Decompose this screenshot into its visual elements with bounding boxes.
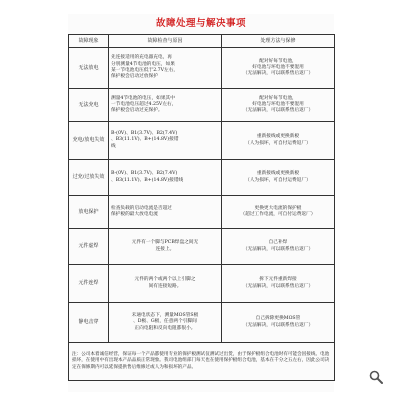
cause-line: 线 <box>111 143 116 149</box>
note-row <box>69 343 335 381</box>
document-sheet <box>68 14 334 392</box>
method-cell <box>222 160 335 196</box>
zoom-icon[interactable] <box>369 369 383 383</box>
cause-line: B-(0V)、B1(3.7V)、B2(7.4V) <box>111 131 178 137</box>
cause-cell <box>109 229 222 265</box>
method-line: 好电池与坏电池不要混用 <box>252 64 304 70</box>
method-cell <box>222 89 335 122</box>
document-title: 故障处理与解决事项 <box>155 18 246 29</box>
method-line: 自己拆除更换MOS管 <box>255 316 301 322</box>
cause-line: 、D极、G极，任意两个引脚间 <box>133 319 197 325</box>
method-cell <box>222 122 335 160</box>
magnifier-icon <box>369 370 383 384</box>
method-cell <box>222 48 335 89</box>
method-cell <box>222 265 335 303</box>
cause-line: 元件有一个脚与PCB焊盘之间无 <box>131 240 199 246</box>
method-line: （人为损坏，可自付运费返厂） <box>245 177 311 183</box>
cause-cell <box>109 196 222 229</box>
header-cause: 故障检查与原因 <box>109 35 222 48</box>
method-line: （无法解决，可以联系售后返厂） <box>242 283 314 289</box>
method-line: （无法解决，可以联系售后返厂） <box>242 246 314 252</box>
table-row <box>69 196 335 229</box>
troubleshooting-table <box>68 34 335 381</box>
cause-line: 、B3(11.1V)、B+(14.8V)接错 <box>111 137 179 143</box>
cause-line: 、B3(11.1V)、B+(14.8V)接错线 <box>111 177 184 183</box>
table-row <box>69 265 335 303</box>
cause-line: 未通电状态下，测量MOS管S极 <box>131 313 199 319</box>
fault-cell: 充电/放电失效 <box>69 122 109 160</box>
method-line: （人为损坏，可自付运费返厂） <box>245 140 311 146</box>
method-line: 配对好每节电池， <box>259 58 297 64</box>
method-line: （无法解决，可以联系售后返厂） <box>242 108 314 114</box>
method-line: 重新接线或更换新板 <box>256 171 300 177</box>
cause-line: 连接上。 <box>155 246 175 252</box>
cause-line: 正向电阻和反向电阻都很小。 <box>134 325 196 331</box>
cause-cell <box>109 303 222 343</box>
method-line: （无法解决，可以联系售后返厂） <box>242 322 314 328</box>
fault-cell: 放电保护 <box>69 196 109 229</box>
table-row <box>69 89 335 122</box>
method-line: （超过工作电流，可自付运费返厂） <box>240 212 316 217</box>
fault-cell: 元件虚焊 <box>69 229 109 265</box>
cause-line: 先连接适用的充电器充电，再 <box>111 55 172 61</box>
table-row <box>69 122 335 160</box>
fault-cell: 无法充电 <box>69 89 109 122</box>
method-line: 好电池与坏电池不要混用 <box>252 101 304 107</box>
cause-cell <box>109 160 222 196</box>
table-row <box>69 160 335 196</box>
table-row <box>69 48 335 89</box>
header-fault: 故障现象 <box>69 35 109 48</box>
cause-line: B-(0V)、B1(3.7V)、B2(7.4V) <box>111 171 178 177</box>
fault-cell: 元件连焊 <box>69 265 109 303</box>
fault-cell: 静电击穿 <box>69 303 109 343</box>
method-cell <box>222 303 335 343</box>
method-cell <box>222 229 335 265</box>
cause-line: 检查负载的启动电流是否超过 <box>111 205 172 211</box>
note-text: 注：公司本着诚信经营，保证每一个产品都使用专业的保护板测试仪测试过出货，由于保护板组合电池时有可能会因接线、电池损坏，在使用中有出现本产品品质正常现象。我司电池组部门每天也在使用保护板组合电池，基本在千分之五左右，因此公司决定在保修期内可以延保提供售后维修过或人为和损坏的产品。 <box>69 343 335 381</box>
cause-cell <box>109 48 222 89</box>
method-line: 更换更大电流的保护板 <box>254 205 302 211</box>
cause-cell <box>109 89 222 122</box>
cause-line: 间有连接短路。 <box>148 283 182 289</box>
table-row <box>69 303 335 343</box>
cause-line: 分别测量4节电池的电压，如果 <box>111 61 175 67</box>
table-header-row <box>69 35 335 48</box>
method-line: 配对好每节电池， <box>259 95 297 101</box>
method-line: 自己补焊 <box>268 240 288 246</box>
method-line: 拆下元件重新焊接 <box>259 277 297 283</box>
method-cell <box>222 196 335 229</box>
cause-cell <box>109 122 222 160</box>
cause-line: 一节电池电压超过4.25V左右， <box>111 101 177 107</box>
cause-line: 保护板的最大放电电流 <box>111 212 158 217</box>
cause-line: 元件的两个或两个以上引脚之 <box>134 277 196 283</box>
header-method: 处理方法与保修 <box>222 35 335 48</box>
method-line: 重新接线或更换新板 <box>256 134 300 140</box>
cause-cell <box>109 265 222 303</box>
method-line: （无法解决，可以联系售后返厂） <box>242 71 314 77</box>
cause-line: 测量4节电池的电压，如果其中 <box>111 95 175 101</box>
fault-cell: 无法放电 <box>69 48 109 89</box>
cause-line: 保护板会启动过放保护 <box>111 74 158 80</box>
fault-cell: 过充/过放失效 <box>69 160 109 196</box>
table-row <box>69 229 335 265</box>
cause-line: 保护板会启动过充保护。 <box>111 108 163 114</box>
cause-line: 某一节电池电压低于2.7V左右， <box>111 68 179 73</box>
